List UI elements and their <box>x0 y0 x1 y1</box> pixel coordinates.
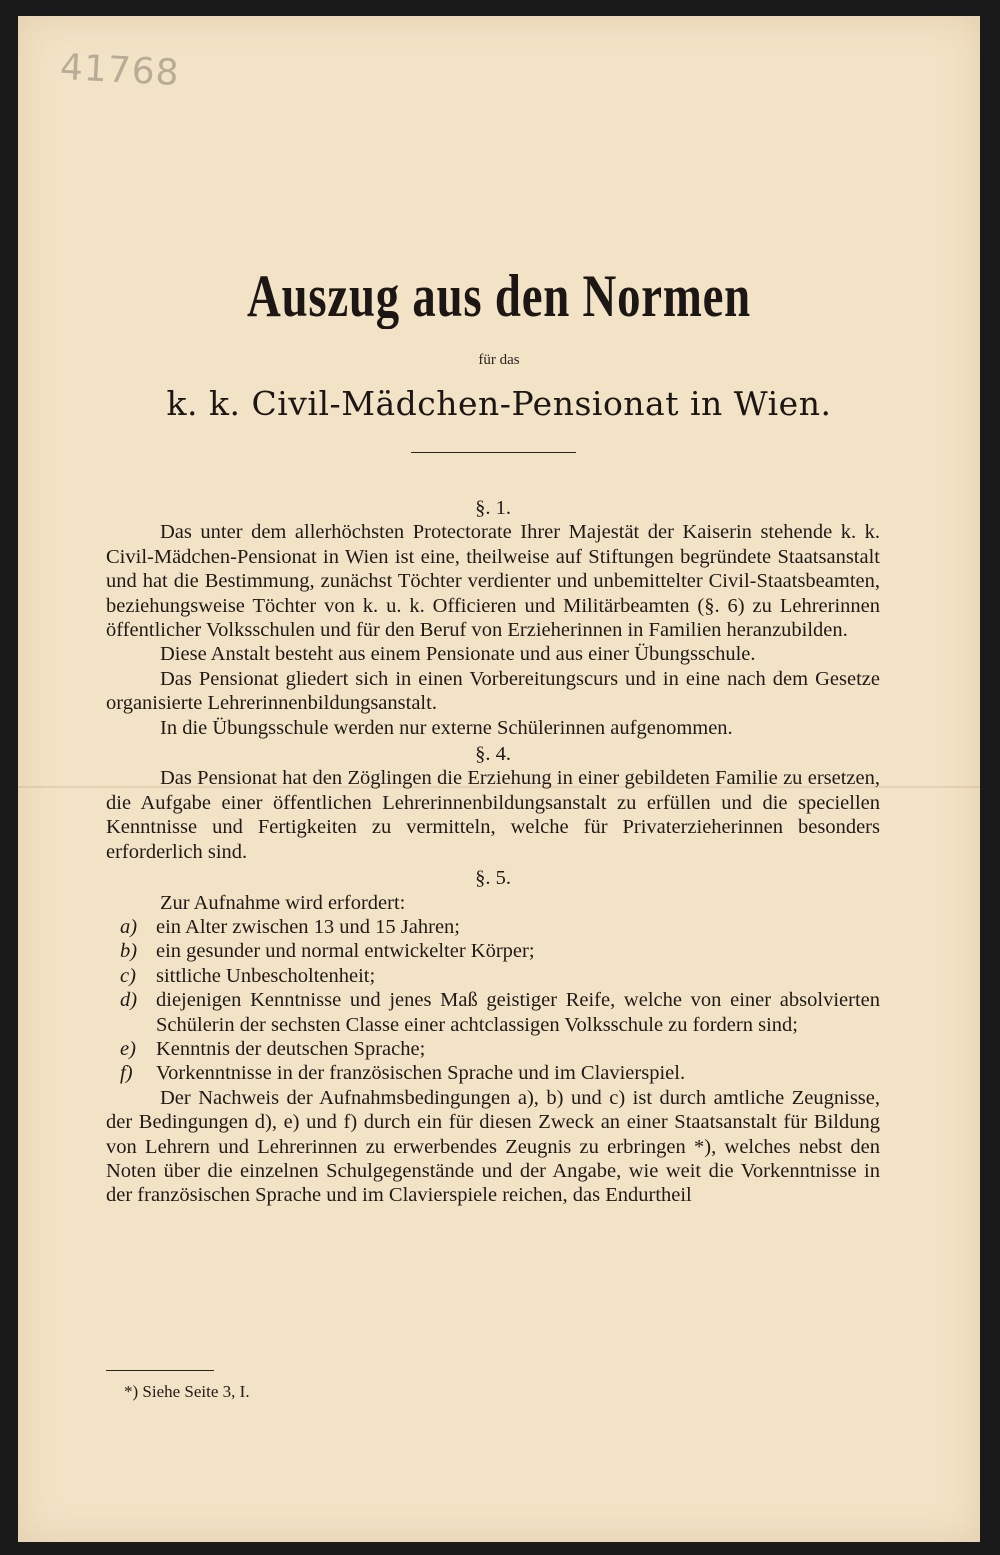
requirement-text: Vorkenntnisse in der französischen Sprache und im Clavierspiel. <box>156 1062 686 1085</box>
requirement-item <box>106 939 880 963</box>
requirement-text: Kenntnis der deutschen Sprache; <box>156 1037 426 1060</box>
requirement-text: ein gesunder und normal entwickelter Körper; <box>156 940 535 963</box>
section-5-intro: Zur Aufnahme wird erfordert: <box>160 891 406 914</box>
section-4-paragraph: Das Pensionat hat den Zöglingen die Erziehung in einer gebildeten Familie zu ersetzen, die Aufgabe einer öffentlichen Lehrerinnenbildungsanstalt zu erfüllen und die speciellen Kenntnisse und Fertigkeiten zu vermitteln, welche für Privaterzieherinnen besonders erforderlich sind. <box>106 767 880 863</box>
document-subtitle: für das <box>478 352 520 368</box>
requirement-item <box>106 1061 880 1085</box>
requirement-text: sittliche Unbescholtenheit; <box>156 964 376 987</box>
requirement-letter: b) <box>120 940 138 963</box>
document-body <box>106 494 880 1208</box>
institution-name: k. k. Civil-Mädchen-Pensionat in Wien. <box>166 384 832 423</box>
section-heading-1: §. 1. <box>475 497 511 519</box>
footnote-divider <box>106 1370 214 1371</box>
requirement-text: diejenigen Kenntnisse und jenes Maß geistiger Reife, welche von einer absolvierten Schülerin der sechsten Classe einer achtclassigen Volksschule zu fordern sind; <box>156 989 880 1036</box>
section-5-closing: Der Nachweis der Aufnahmsbedingungen a), b) und c) ist durch amtliche Zeugnisse, der Bedingungen d), e) und f) durch ein für diesen Zweck an einer Staatsanstalt für Bildung von Lehrern und Lehrerinnen zu erwerbendes Zeugnis zu erbringen *), welches nebst den Noten über die einzelnen Schulgegenstände und der Angabe, wie weit die Vorkenntnisse in der französischen Sprache und im Clavierspiele reichen, das Endurtheil <box>106 1086 880 1207</box>
title-divider <box>411 452 576 453</box>
requirement-letter: d) <box>120 989 138 1012</box>
section-heading-4: §. 4. <box>475 743 511 766</box>
section-1-paragraph: Das unter dem allerhöchsten Protectorate Ihrer Majestät der Kaiserin stehende k. k. Civil-Mädchen-Pensionat in Wien ist eine, theilweise auf Stiftungen begründete Staatsanstalt und hat die Bestimmung, zunächst Töchter verdienter und unbemittelter Civil-Staatsbeamten, beziehungsweise Töchter von k. u. k. Officieren und Militärbeamten (§. 6) zu Lehrerinnen öffentlicher Volksschulen und für den Beruf von Erzieherinnen in Familien heranzubilden. <box>106 521 880 642</box>
section-1-paragraph: In die Übungsschule werden nur externe Schülerinnen aufgenommen. <box>160 716 733 739</box>
requirement-item <box>106 988 880 1037</box>
requirement-letter: a) <box>120 915 138 938</box>
section-1-paragraph: Diese Anstalt besteht aus einem Pensionate und aus einer Übungsschule. <box>160 643 756 666</box>
section-1-paragraph: Das Pensionat gliedert sich in einen Vorbereitungscurs und in eine nach dem Gesetze organisierte Lehrerinnenbildungsanstalt. <box>106 667 880 715</box>
requirement-letter: c) <box>120 964 136 987</box>
section-heading-5: §. 5. <box>475 867 511 890</box>
requirement-letter: f) <box>120 1062 133 1085</box>
document-title: Auszug aus den Normen <box>247 263 751 329</box>
archive-number: 41768 <box>59 46 181 95</box>
requirement-item <box>106 964 880 988</box>
requirement-letter: e) <box>120 1037 136 1060</box>
requirement-item <box>106 1037 880 1061</box>
requirement-text: ein Alter zwischen 13 und 15 Jahren; <box>156 915 461 938</box>
document-page <box>18 16 980 1542</box>
requirement-item <box>106 915 880 939</box>
footnote: *) Siehe Seite 3, I. <box>124 1382 250 1401</box>
